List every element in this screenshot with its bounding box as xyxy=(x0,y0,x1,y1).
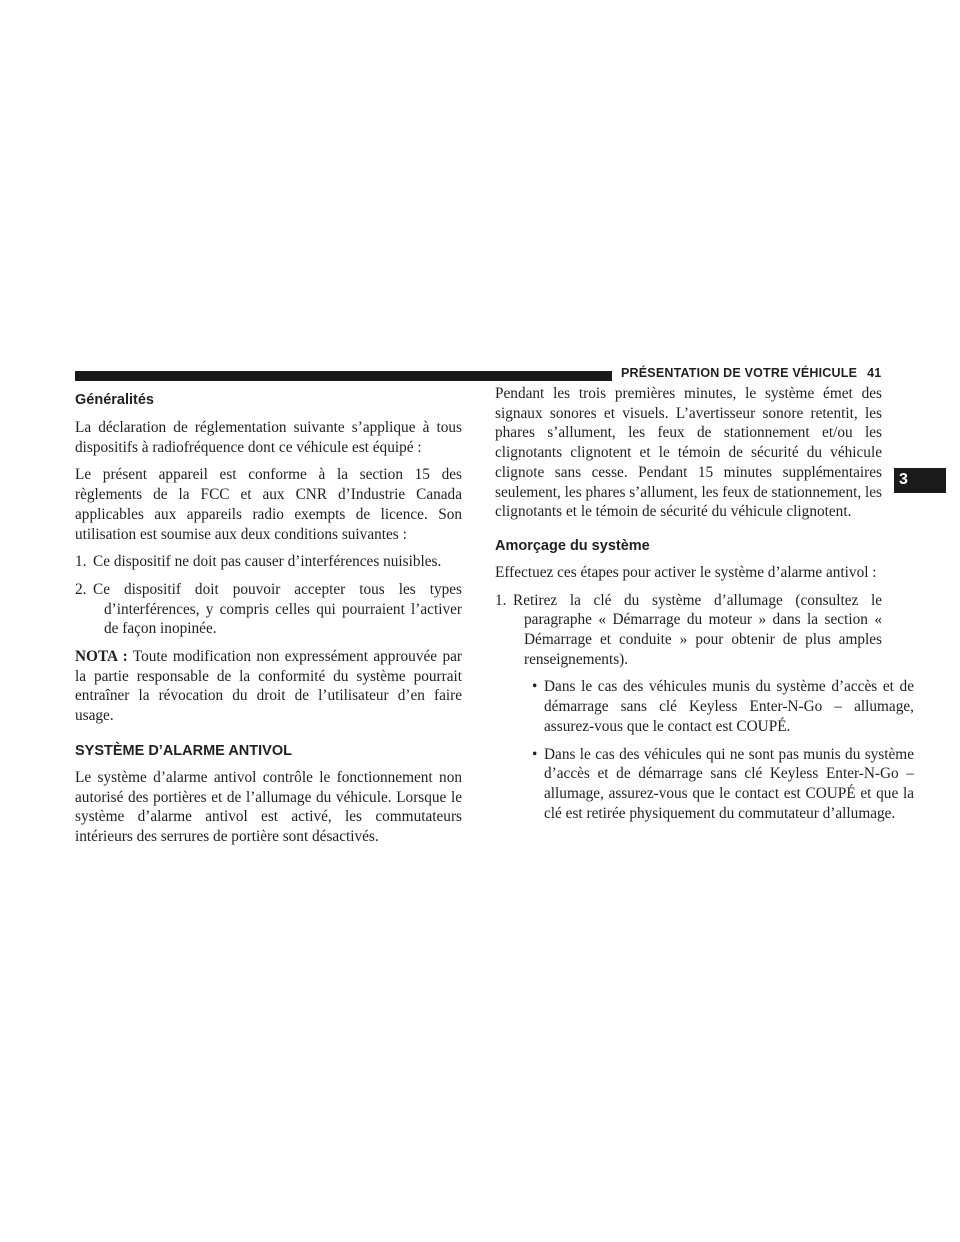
bullet-dot: • xyxy=(532,678,538,696)
paragraph: Effectuez ces étapes pour activer le système d’alarme antivol : xyxy=(495,563,877,581)
paragraph: Pendant les trois premières minutes, le système émet des signaux sonores et visuels. L’avertisseur sonore retentit, les phares s’allument, les feux de stationnement et/ou les clignotants clignotent et le témoin de sécurité du véhicule clignote sans cesse. Pendant 15 minutes supplémentaires seulement, les phares s’allument, les feux de stationnement, les clignotants et le témoin de sécurité du véhicule clignotent. xyxy=(495,385,882,521)
left-column xyxy=(75,390,462,855)
heading-arming: Amorçage du système xyxy=(495,537,650,554)
page-number: 41 xyxy=(867,366,882,380)
paragraph: La déclaration de réglementation suivante s’applique à tous dispositifs à radiofréquence dont ce véhicule est équipé : xyxy=(75,419,462,456)
header-title: PRÉSENTATION DE VOTRE VÉHICULE xyxy=(621,366,858,380)
note-text: Toute modification non expressément approuvée par la partie responsable de la conformité du système pourrait entraîner la révocation du droit de l’utilisateur d’en faire usage. xyxy=(75,648,462,725)
heading-general: Généralités xyxy=(75,392,154,408)
list-text: Ce dispositif doit pouvoir accepter tous les types d’interférences, y compris celles qui pourraient l’activer de façon inopinée. xyxy=(93,580,462,638)
heading-alarm: SYSTÈME D’ALARME ANTIVOL xyxy=(75,742,292,759)
list-text: Retirez la clé du système d’allumage (consultez le paragraphe « Démarrage du moteur » dans la section « Démarrage et conduite » pour obtenir de plus amples renseignements). xyxy=(513,591,882,668)
bullet-text: Dans le cas des véhicules qui ne sont pas munis du système d’accès et de démarrage sans clé Keyless Enter-N-Go – allumage, assurez-vous que le contact est COUPÉ et que la clé est retirée physiquement du commutateur d’allumage. xyxy=(544,745,914,822)
note-paragraph xyxy=(75,647,462,726)
list-item xyxy=(495,591,882,670)
list-number: 1. xyxy=(495,591,507,609)
list-item xyxy=(75,552,462,572)
bullet-text: Dans le cas des véhicules munis du système d’accès et de démarrage sans clé Keyless Enter-N-Go – allumage, assurez-vous que le contact est COUPÉ. xyxy=(544,678,914,735)
bullet-item xyxy=(512,745,914,824)
running-header xyxy=(621,366,881,380)
list-number: 2. xyxy=(75,580,87,598)
list-text: Ce dispositif ne doit pas causer d’interférences nuisibles. xyxy=(93,553,442,571)
right-column xyxy=(495,384,914,831)
chapter-number: 3 xyxy=(899,471,908,488)
bullet-dot: • xyxy=(532,745,538,763)
note-label: NOTA : xyxy=(75,648,128,666)
list-item xyxy=(75,580,462,639)
bullet-item xyxy=(512,677,914,736)
header-rule xyxy=(75,371,612,381)
paragraph: Le présent appareil est conforme à la section 15 des règlements de la FCC et aux CNR d’Industrie Canada applicables aux appareils radio exempts de licence. Son utilisation est soumise aux deux conditions suivantes : xyxy=(75,466,462,543)
chapter-tab xyxy=(894,468,946,493)
list-number: 1. xyxy=(75,553,87,571)
paragraph: Le système d’alarme antivol contrôle le fonctionnement non autorisé des portières et de l’allumage du véhicule. Lorsque le système d’alarme antivol est activé, les commutateurs intérieurs des serrures de portière sont désactivés. xyxy=(75,768,462,845)
